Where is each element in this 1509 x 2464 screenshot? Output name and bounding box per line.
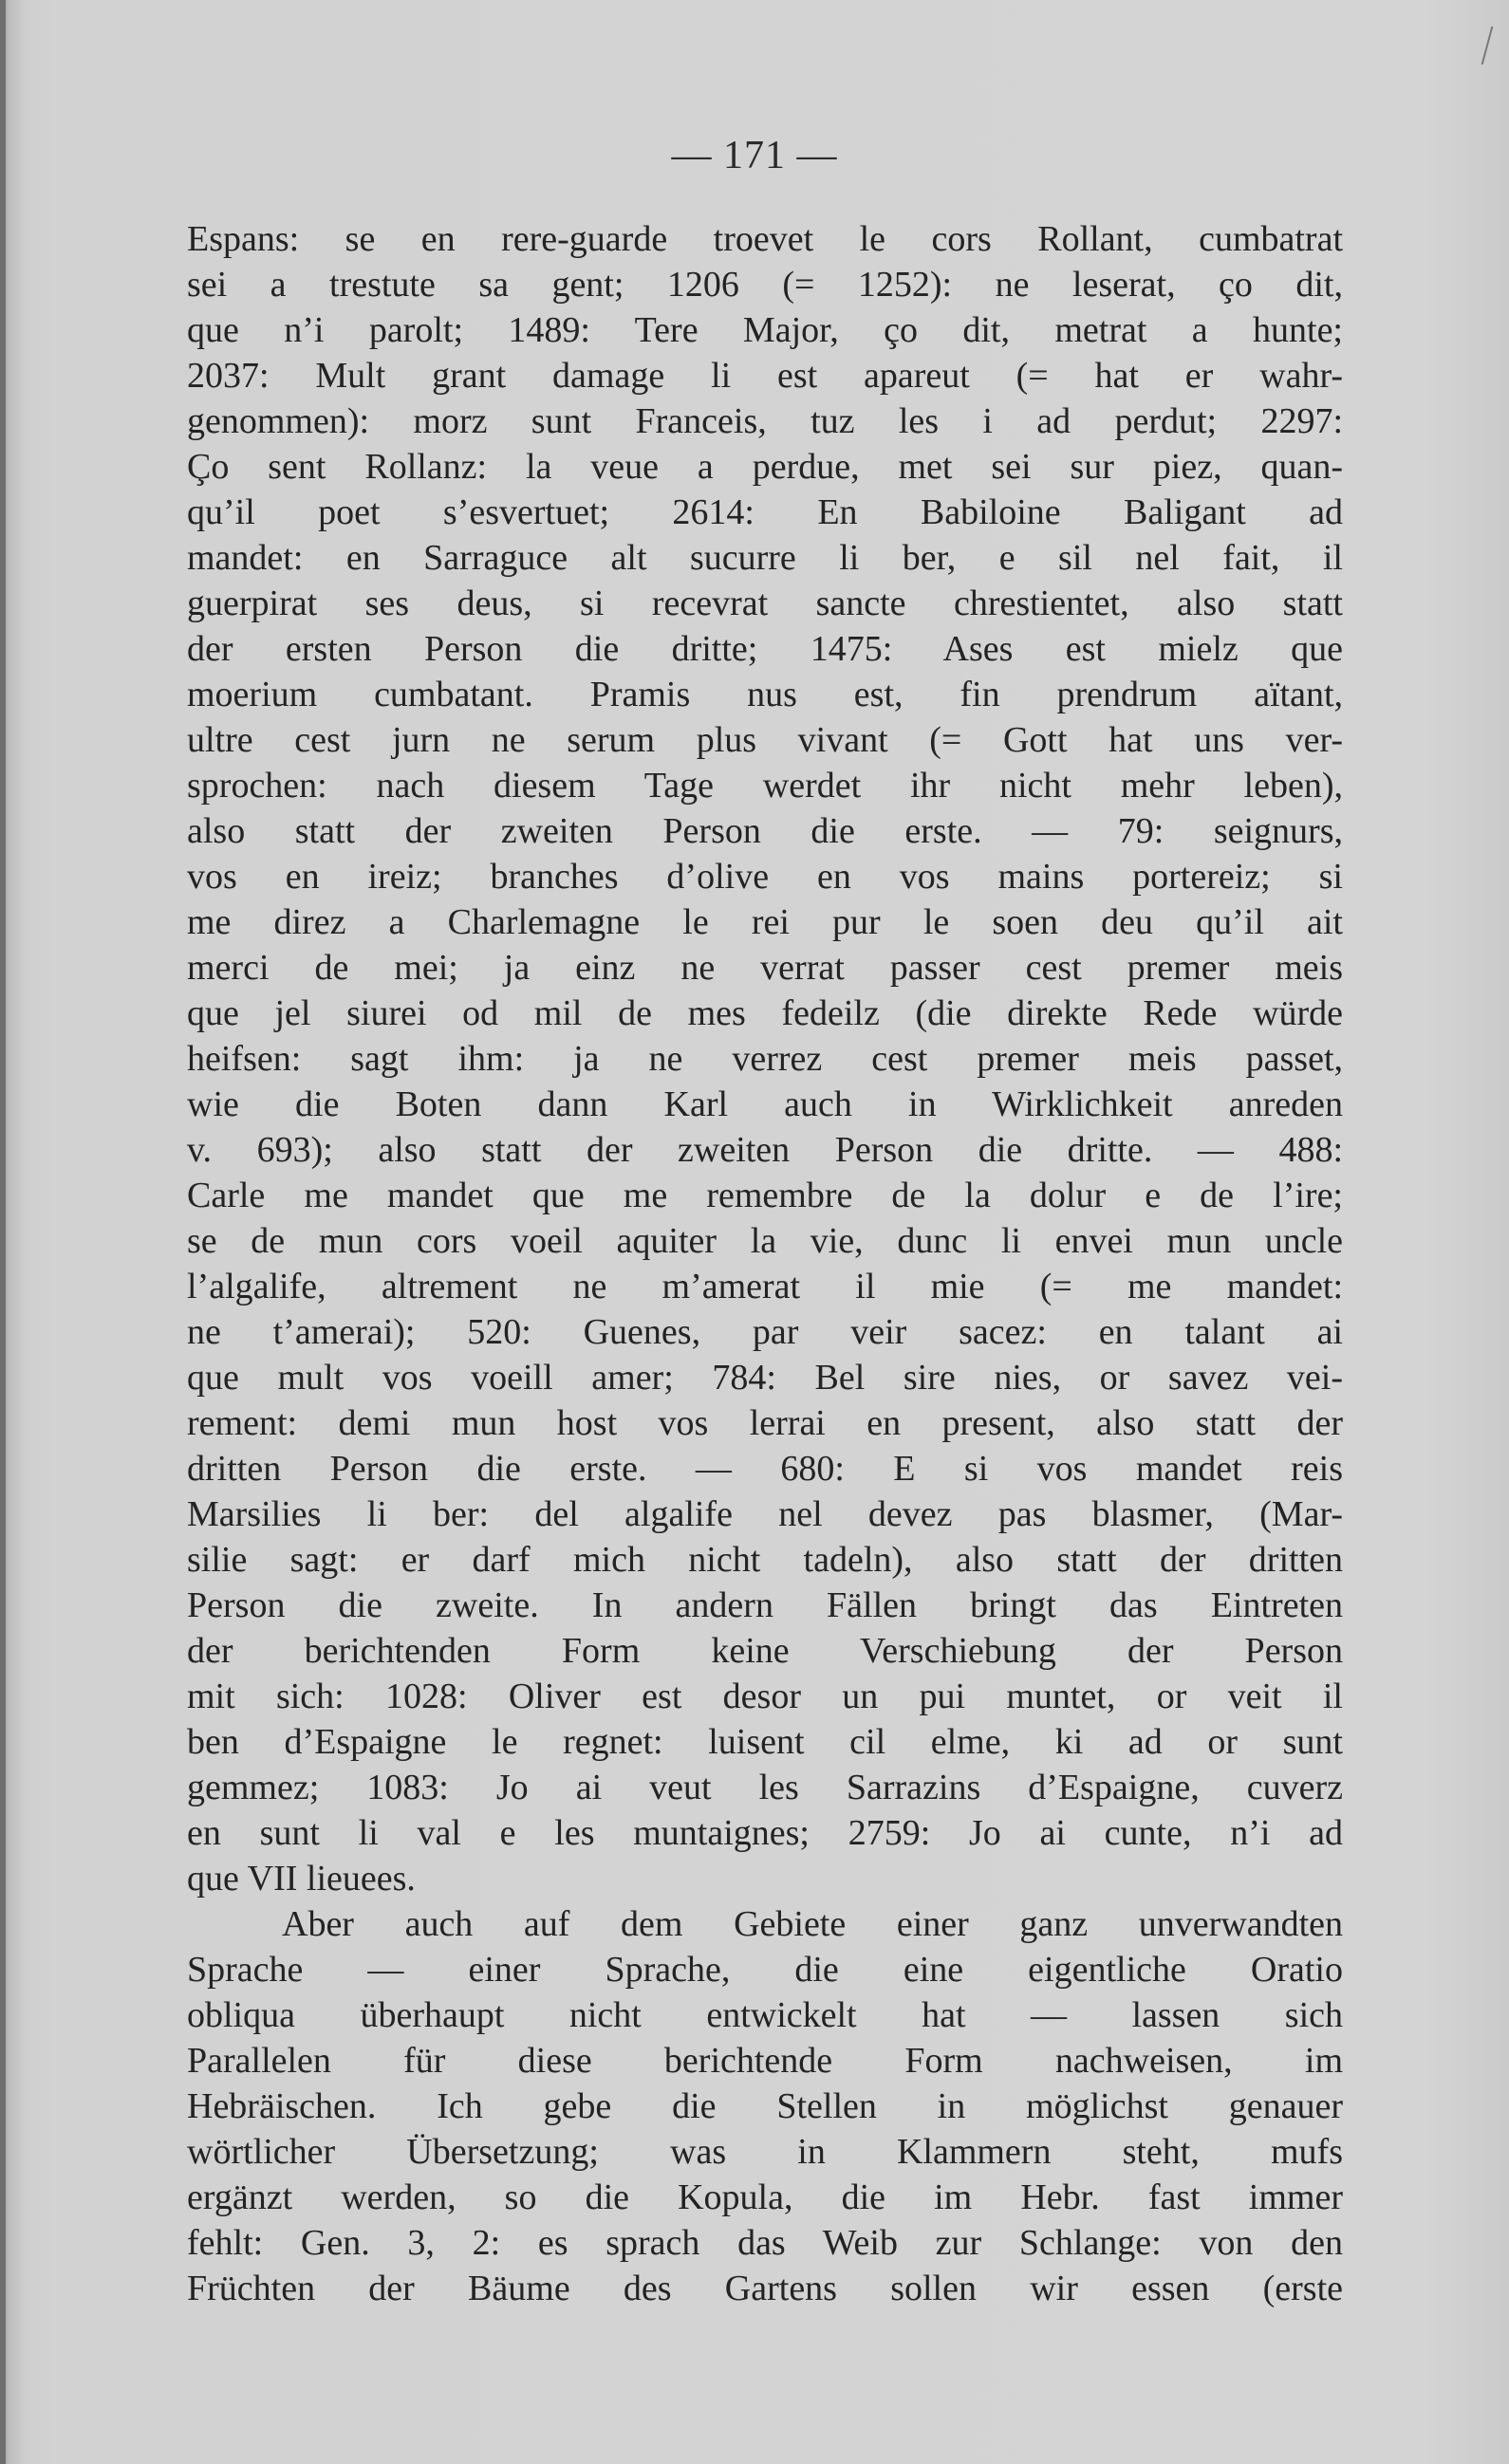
text-line: ergänzt werden, so die Kopula, die im Hebr. fast immer bbox=[187, 2177, 1343, 2217]
text-line: moerium cumbatant. Pramis nus est, fin prendrum aïtant, bbox=[187, 675, 1343, 714]
text-line: gemmez; 1083: Jo ai veut les Sarrazins d’Espaigne, cuverz bbox=[187, 1768, 1343, 1807]
text-line: v. 693); also statt der zweiten Person die dritte. — 488: bbox=[187, 1130, 1343, 1170]
text-line: que VII lieuees. bbox=[187, 1859, 416, 1899]
text-line: que jel siurei od mil de mes fedeilz (die direkte Rede würde bbox=[187, 993, 1343, 1033]
text-line: wörtlicher Übersetzung; was in Klammern steht, mufs bbox=[187, 2132, 1343, 2172]
text-line: guerpirat ses deus, si recevrat sancte chrestientet, also statt bbox=[187, 584, 1343, 623]
text-line: silie sagt: er darf mich nicht tadeln), also statt der dritten bbox=[187, 1540, 1343, 1580]
text-line: me direz a Charlemagne le rei pur le soen deu qu’il ait bbox=[187, 902, 1343, 942]
text-line: mandet: en Sarraguce alt sucurre li ber, e sil nel fait, il bbox=[187, 538, 1343, 578]
text-line: Espans: se en rere-guarde troevet le cors Rollant, cumbatrat bbox=[187, 219, 1343, 259]
text-line: Parallelen für diese berichtende Form nachweisen, im bbox=[187, 2041, 1343, 2081]
text-line: Carle me mandet que me remembre de la dolur e de l’ire; bbox=[187, 1176, 1343, 1215]
page-number: — 171 — bbox=[671, 134, 838, 177]
binding-edge bbox=[0, 0, 6, 2464]
text-line: qu’il poet s’esvertuet; 2614: En Babiloine Baligant ad bbox=[187, 492, 1343, 532]
text-line: sprochen: nach diesem Tage werdet ihr nicht mehr leben), bbox=[187, 766, 1343, 806]
text-line: der ersten Person die dritte; 1475: Ases est mielz que bbox=[187, 629, 1343, 669]
text-line: 2037: Mult grant damage li est apareut (= hat er wahr- bbox=[187, 356, 1343, 396]
text-line: vos en ireiz; branches d’olive en vos mains portereiz; si bbox=[187, 857, 1343, 897]
text-line: Marsilies li ber: del algalife nel devez pas blasmer, (Mar- bbox=[187, 1494, 1343, 1534]
text-line: Aber auch auf dem Gebiete einer ganz unverwandten bbox=[282, 1904, 1343, 1944]
text-line: genommen): morz sunt Franceis, tuz les i ad perdut; 2297: bbox=[187, 401, 1343, 441]
text-line: ne t’amerai); 520: Guenes, par veir sacez: en talant ai bbox=[187, 1312, 1343, 1352]
text-line: Person die zweite. In andern Fällen bringt das Eintreten bbox=[187, 1585, 1343, 1625]
text-line: que mult vos voeill amer; 784: Bel sire nies, or savez vei- bbox=[187, 1358, 1343, 1398]
text-line: ultre cest jurn ne serum plus vivant (= Gott hat uns ver- bbox=[187, 720, 1343, 760]
text-line: Hebräischen. Ich gebe die Stellen in möglichst genauer bbox=[187, 2086, 1343, 2126]
body-text bbox=[187, 216, 1343, 2311]
text-line: dritten Person die erste. — 680: E si vos mandet reis bbox=[187, 1449, 1343, 1489]
text-line: der berichtenden Form keine Verschiebung der Person bbox=[187, 1631, 1343, 1671]
text-line: se de mun cors voeil aquiter la vie, dunc li envei mun uncle bbox=[187, 1221, 1343, 1261]
text-line: Sprache — einer Sprache, die eine eigentliche Oratio bbox=[187, 1950, 1343, 1990]
text-line: also statt der zweiten Person die erste. — 79: seignurs, bbox=[187, 811, 1343, 851]
pencil-mark bbox=[1476, 27, 1494, 65]
text-line: Früchten der Bäume des Gartens sollen wir essen (erste bbox=[187, 2269, 1343, 2308]
text-line: l’algalife, altrement ne m’amerat il mie (= me mandet: bbox=[187, 1267, 1343, 1306]
text-line: merci de mei; ja einz ne verrat passer cest premer meis bbox=[187, 948, 1343, 988]
text-line: en sunt li val e les muntaignes; 2759: Jo ai cunte, n’i ad bbox=[187, 1813, 1343, 1853]
text-line: heifsen: sagt ihm: ja ne verrez cest premer meis passet, bbox=[187, 1039, 1343, 1079]
text-line: sei a trestute sa gent; 1206 (= 1252): ne leserat, ço dit, bbox=[187, 265, 1343, 305]
text-line: rement: demi mun host vos lerrai en present, also statt der bbox=[187, 1403, 1343, 1443]
text-line: Ço sent Rollanz: la veue a perdue, met sei sur piez, quan- bbox=[187, 447, 1343, 487]
text-line: mit sich: 1028: Oliver est desor un pui muntet, or veit il bbox=[187, 1677, 1343, 1716]
text-line: que n’i parolt; 1489: Tere Major, ço dit, metrat a hunte; bbox=[187, 310, 1343, 350]
text-line: ben d’Espaigne le regnet: luisent cil elme, ki ad or sunt bbox=[187, 1722, 1343, 1762]
text-line: obliqua überhaupt nicht entwickelt hat — lassen sich bbox=[187, 1995, 1343, 2035]
text-line: wie die Boten dann Karl auch in Wirklichkeit anreden bbox=[187, 1084, 1343, 1124]
text-line: fehlt: Gen. 3, 2: es sprach das Weib zur Schlange: von den bbox=[187, 2223, 1343, 2263]
